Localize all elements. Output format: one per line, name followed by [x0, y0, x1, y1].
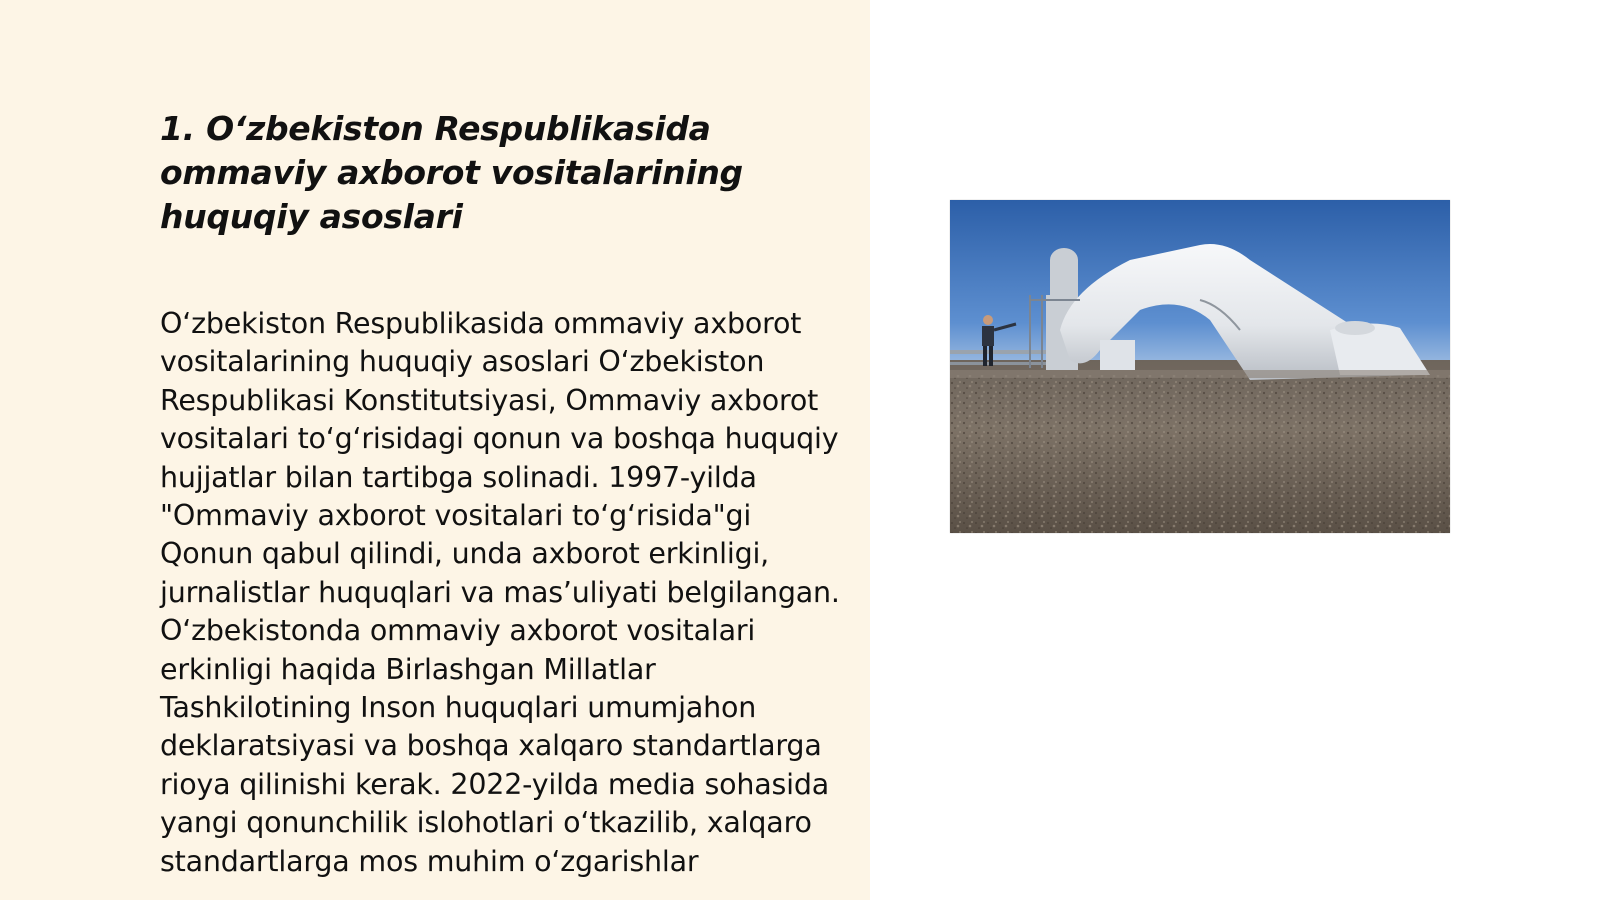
- pipeline-photo: [950, 200, 1450, 533]
- pipeline-photo-graphic: [950, 200, 1450, 533]
- slide-title: 1. O‘zbekiston Respublikasida ommaviy axborot vositalarining huquqiy asoslari: [160, 109, 743, 236]
- slide-body-text: O‘zbekiston Respublikasida ommaviy axborot vositalarining huquqiy asoslari O‘zbekiston Respublikasi Konstitutsiyasi, Ommaviy axborot vositalari to‘g‘risidagi qonun va boshqa huquqiy hujjatlar bilan tartibga solinadi. 1997-yilda "Ommaviy axborot vositalari to‘g‘risida"gi Qonun qabul qilindi, unda axborot erkinligi, jurnalistlar huquqlari va mas’uliyati belgilangan. O‘zbekistonda ommaviy axborot vositalari erkinligi haqida Birlashgan Millatlar Tashkilotining Inson huquqlari umumjahon deklaratsiyasi va boshqa xalqaro standartlarga rioya qilinishi kerak. 2022-yilda media sohasida yangi qonunchilik islohotlari o‘tkazilib, xalqaro standartlarga mos muhim o‘zgarishlar: [160, 307, 840, 878]
